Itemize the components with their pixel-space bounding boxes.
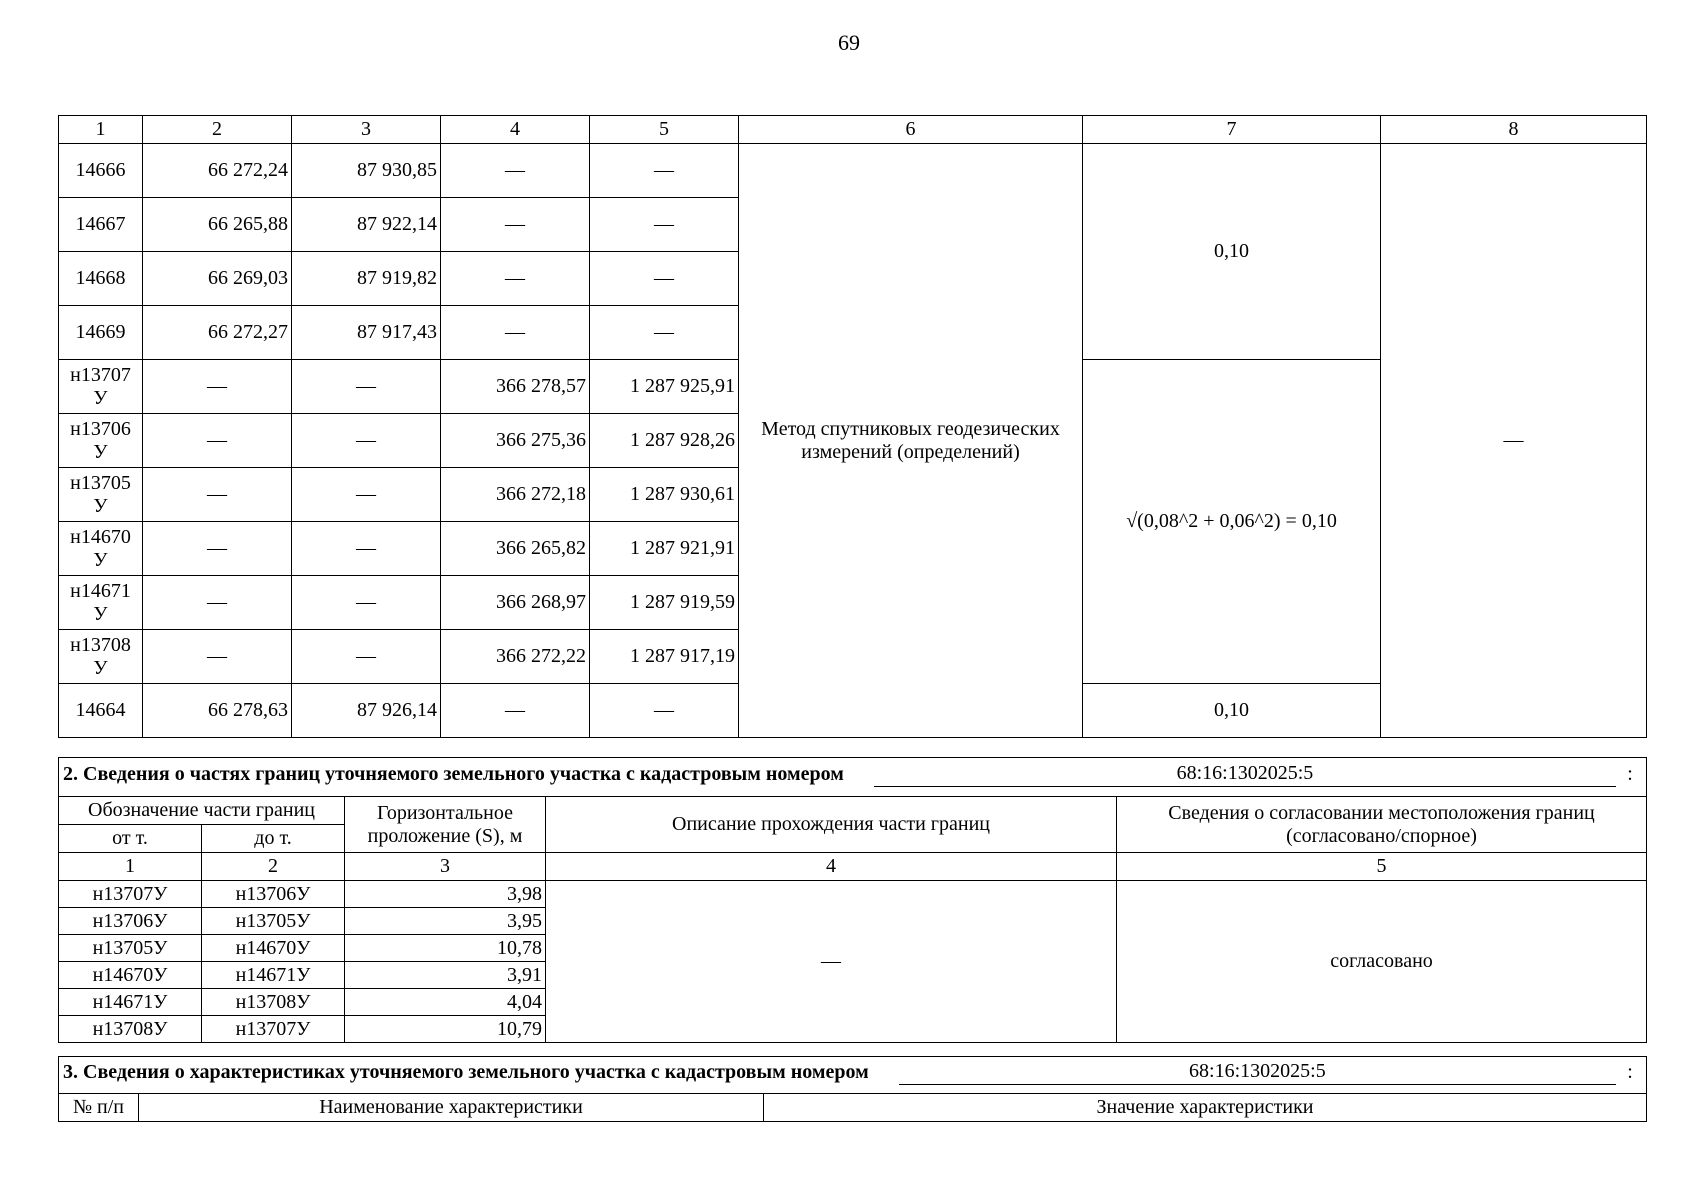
column-number: 2: [143, 116, 292, 144]
new-x: 366 268,97: [441, 576, 590, 630]
old-x: 66 265,88: [143, 198, 292, 252]
from-point: н14670У: [59, 962, 202, 989]
header-to: до т.: [202, 825, 345, 853]
column-number: 3: [345, 853, 546, 881]
section-2-cadastral-number: 68:16:1302025:5: [874, 762, 1616, 787]
new-y: —: [590, 684, 739, 738]
point-id: н14670 У: [59, 522, 143, 576]
old-x: 66 272,24: [143, 144, 292, 198]
new-x: 366 265,82: [441, 522, 590, 576]
column-number: 2: [202, 853, 345, 881]
new-x: 366 272,18: [441, 468, 590, 522]
new-y: 1 287 919,59: [590, 576, 739, 630]
coordinates-table: [58, 115, 1647, 738]
new-y: 1 287 925,91: [590, 360, 739, 414]
new-x: —: [441, 306, 590, 360]
old-y: 87 926,14: [292, 684, 441, 738]
new-x: —: [441, 198, 590, 252]
precision-top: 0,10: [1083, 144, 1381, 360]
old-x: 66 278,63: [143, 684, 292, 738]
column-number: 4: [441, 116, 590, 144]
old-y: —: [292, 522, 441, 576]
old-y: —: [292, 576, 441, 630]
header-agreement: Сведения о согласовании местоположения границ (согласовано/спорное): [1117, 797, 1647, 853]
old-x: 66 272,27: [143, 306, 292, 360]
new-y: 1 287 917,19: [590, 630, 739, 684]
old-y: 87 930,85: [292, 144, 441, 198]
header-value: Значение характеристики: [764, 1094, 1647, 1122]
new-y: 1 287 921,91: [590, 522, 739, 576]
section-2-colon: :: [1627, 763, 1633, 785]
page-number: 69: [838, 30, 860, 55]
column-number: 6: [739, 116, 1083, 144]
length-value: 3,91: [345, 962, 546, 989]
new-y: 1 287 930,61: [590, 468, 739, 522]
column-number: 1: [59, 116, 143, 144]
old-x: —: [143, 414, 292, 468]
description-value: —: [546, 881, 1117, 1043]
header-part: Обозначение части границ: [59, 797, 345, 825]
table-row: [59, 881, 1647, 908]
old-y: —: [292, 468, 441, 522]
point-id: 14666: [59, 144, 143, 198]
column-number: 5: [590, 116, 739, 144]
old-y: —: [292, 360, 441, 414]
from-point: н14671У: [59, 989, 202, 1016]
from-point: н13706У: [59, 908, 202, 935]
parts-header-row: [59, 797, 1647, 825]
new-x: 366 272,22: [441, 630, 590, 684]
old-y: —: [292, 630, 441, 684]
new-y: —: [590, 198, 739, 252]
parts-column-number-row: [59, 853, 1647, 881]
section-2-header: [59, 758, 1647, 797]
point-id: 14667: [59, 198, 143, 252]
old-y: 87 917,43: [292, 306, 441, 360]
old-x: —: [143, 468, 292, 522]
point-id: н13705 У: [59, 468, 143, 522]
column-number: 3: [292, 116, 441, 144]
old-x: —: [143, 360, 292, 414]
characteristics-header-row: [59, 1094, 1647, 1122]
point-id: 14664: [59, 684, 143, 738]
col8-value: —: [1381, 144, 1647, 738]
characteristics-table: [58, 1056, 1647, 1122]
method-cell: Метод спутниковых геодезических измерений (определений): [739, 144, 1083, 738]
section-3-colon: :: [1627, 1061, 1633, 1083]
old-y: 87 919,82: [292, 252, 441, 306]
header-length: Горизонтальное проложение (S), м: [345, 797, 546, 853]
new-x: —: [441, 144, 590, 198]
length-value: 3,95: [345, 908, 546, 935]
length-value: 10,79: [345, 1016, 546, 1043]
precision-formula: √(0,08^2 + 0,06^2) = 0,10: [1083, 360, 1381, 684]
column-number: 7: [1083, 116, 1381, 144]
to-point: н13705У: [202, 908, 345, 935]
point-id: н13707 У: [59, 360, 143, 414]
old-x: —: [143, 630, 292, 684]
old-x: 66 269,03: [143, 252, 292, 306]
precision-bottom: 0,10: [1083, 684, 1381, 738]
section-3-cadastral-number: 68:16:1302025:5: [899, 1060, 1616, 1085]
table-row: [59, 144, 1647, 198]
agreement-value: согласовано: [1117, 881, 1647, 1043]
length-value: 3,98: [345, 881, 546, 908]
header-name: Наименование характеристики: [139, 1094, 764, 1122]
to-point: н13706У: [202, 881, 345, 908]
header-from: от т.: [59, 825, 202, 853]
to-point: н13708У: [202, 989, 345, 1016]
old-y: —: [292, 414, 441, 468]
boundary-parts-table: [58, 757, 1647, 1043]
old-x: —: [143, 576, 292, 630]
column-number: 1: [59, 853, 202, 881]
from-point: н13705У: [59, 935, 202, 962]
section-2-title: 2. Сведения о частях границ уточняемого земельного участка с кадастровым номером: [63, 763, 844, 785]
new-x: 366 278,57: [441, 360, 590, 414]
to-point: н13707У: [202, 1016, 345, 1043]
from-point: н13707У: [59, 881, 202, 908]
new-y: —: [590, 144, 739, 198]
point-id: н14671 У: [59, 576, 143, 630]
old-x: —: [143, 522, 292, 576]
column-number-row: [59, 116, 1647, 144]
new-y: —: [590, 306, 739, 360]
old-y: 87 922,14: [292, 198, 441, 252]
point-id: н13708 У: [59, 630, 143, 684]
new-y: 1 287 928,26: [590, 414, 739, 468]
to-point: н14670У: [202, 935, 345, 962]
point-id: 14668: [59, 252, 143, 306]
new-x: 366 275,36: [441, 414, 590, 468]
section-3-title: 3. Сведения о характеристиках уточняемого земельного участка с кадастровым номером: [63, 1061, 869, 1083]
new-y: —: [590, 252, 739, 306]
from-point: н13708У: [59, 1016, 202, 1043]
new-x: —: [441, 252, 590, 306]
column-number: 8: [1381, 116, 1647, 144]
column-number: 5: [1117, 853, 1647, 881]
length-value: 4,04: [345, 989, 546, 1016]
header-num: № п/п: [59, 1094, 139, 1122]
section-3-header: [59, 1057, 1647, 1094]
new-x: —: [441, 684, 590, 738]
header-description: Описание прохождения части границ: [546, 797, 1117, 853]
column-number: 4: [546, 853, 1117, 881]
to-point: н14671У: [202, 962, 345, 989]
point-id: 14669: [59, 306, 143, 360]
point-id: н13706 У: [59, 414, 143, 468]
length-value: 10,78: [345, 935, 546, 962]
